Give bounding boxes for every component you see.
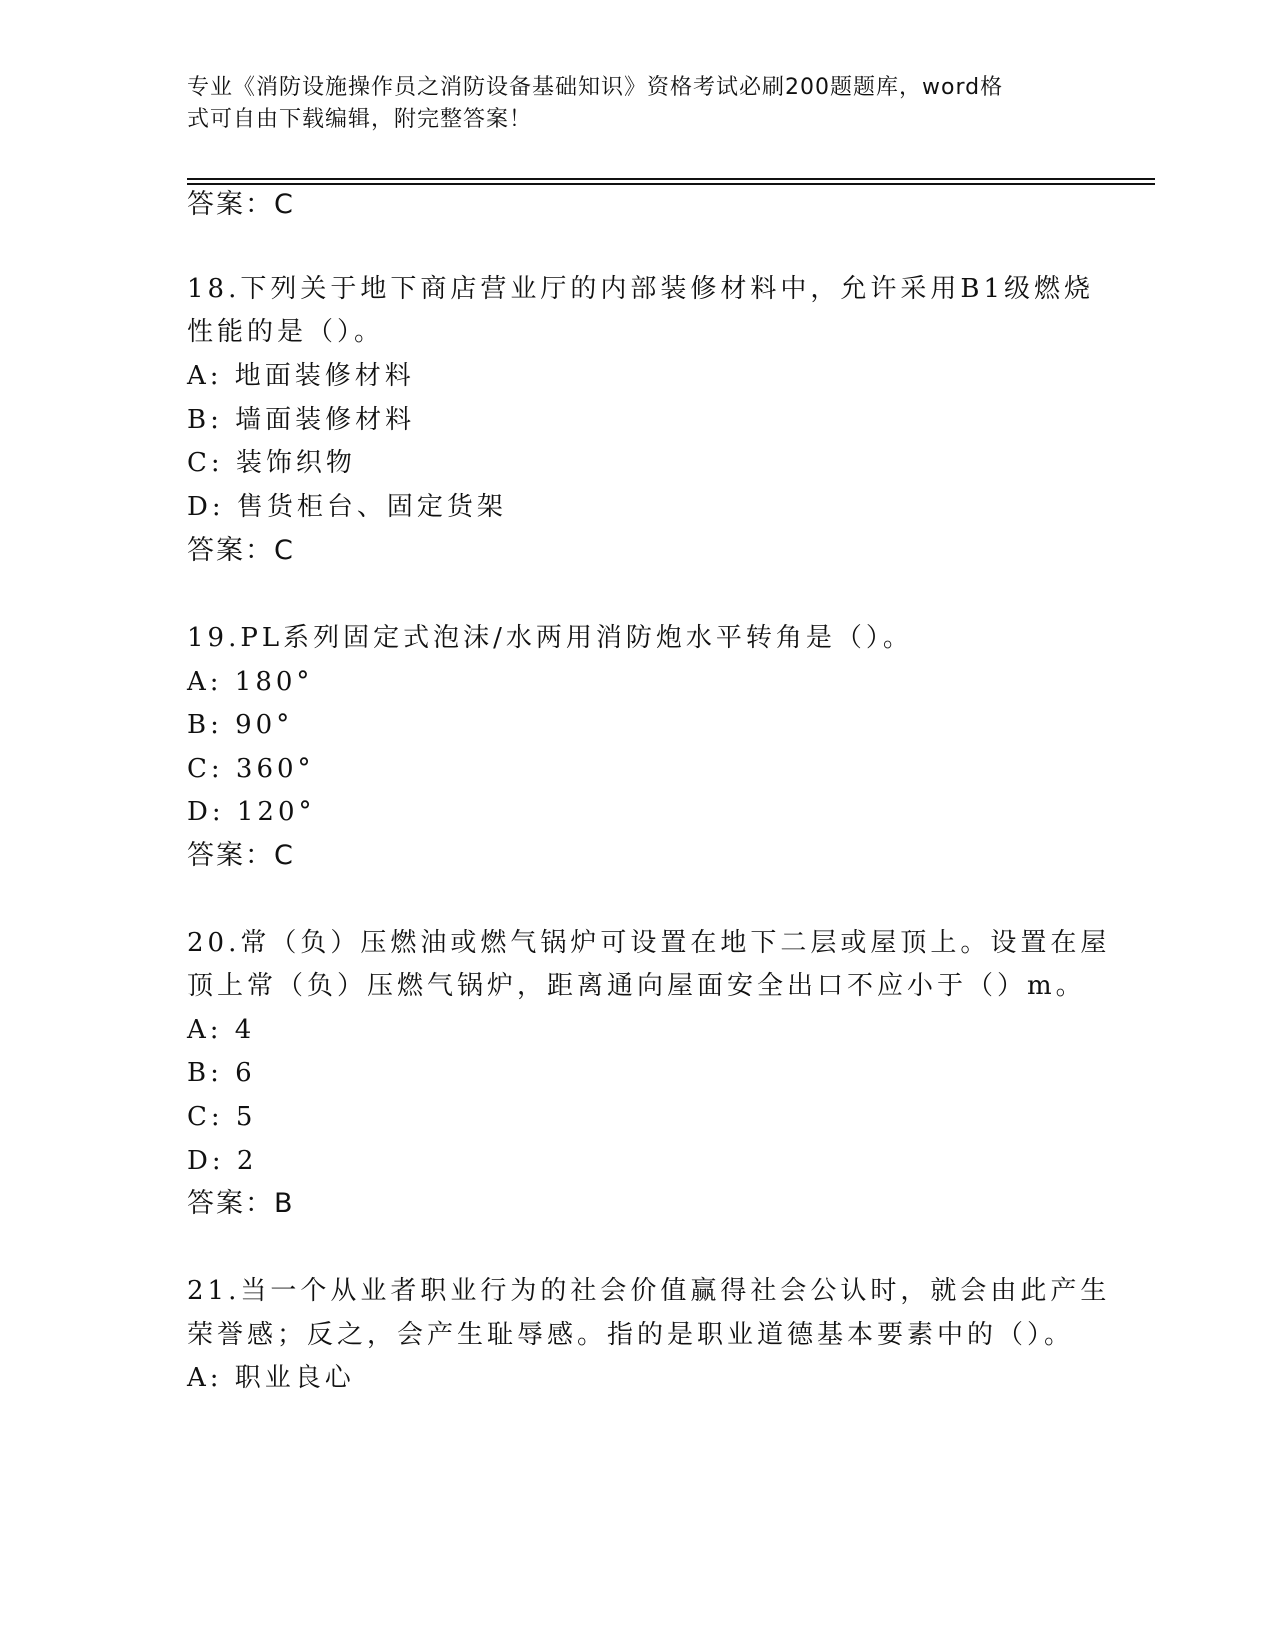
question-18-option-c: C: 装饰织物 — [187, 448, 356, 478]
question-18-line-1: 18.下列关于地下商店营业厅的内部装修材料中，允许采用B1级燃烧 — [187, 274, 1094, 304]
question-18-option-d: D: 售货柜台、固定货架 — [187, 492, 507, 522]
question-20-line-2: 顶上常（负）压燃气锅炉，距离通向屋面安全出口不应小于（）m。 — [187, 971, 1086, 1001]
question-19-option-d: D: 120° — [187, 797, 316, 827]
question-18-option-b: B: 墙面装修材料 — [187, 405, 416, 435]
question-19-line-1: 19.PL系列固定式泡沫/水两用消防炮水平转角是（）。 — [187, 623, 913, 653]
answer-q18: 答案：C — [187, 535, 295, 566]
question-20-option-b: B: 6 — [187, 1058, 256, 1088]
header-line-1: 专业《消防设施操作员之消防设备基础知识》资格考试必刷200题题库，word格 — [187, 75, 1004, 100]
answer-q19: 答案：C — [187, 840, 295, 871]
answer-q17: 答案：C — [187, 189, 295, 220]
question-18-option-a: A: 地面装修材料 — [187, 361, 415, 391]
question-21-option-a: A: 职业良心 — [187, 1363, 355, 1393]
header-divider-top — [187, 178, 1155, 180]
question-20-option-a: A: 4 — [187, 1015, 256, 1045]
document-header — [187, 72, 1087, 136]
question-21-line-2: 荣誉感；反之，会产生耻辱感。指的是职业道德基本要素中的（）。 — [187, 1320, 1075, 1350]
header-divider-bottom — [187, 183, 1155, 185]
question-18-line-2: 性能的是（）。 — [187, 317, 385, 347]
question-19-option-c: C: 360° — [187, 754, 315, 784]
question-20-option-c: C: 5 — [187, 1102, 257, 1132]
question-21-line-1: 21.当一个从业者职业行为的社会价值赢得社会公认时，就会由此产生 — [187, 1276, 1111, 1306]
question-19-option-b: B: 90° — [187, 710, 294, 740]
answer-q20: 答案：B — [187, 1188, 295, 1219]
header-line-2: 式可自由下载编辑，附完整答案！ — [187, 107, 533, 132]
question-20-option-d: D: 2 — [187, 1146, 258, 1176]
question-20-line-1: 20.常（负）压燃油或燃气锅炉可设置在地下二层或屋顶上。设置在屋 — [187, 928, 1111, 958]
question-19-option-a: A: 180° — [187, 667, 314, 697]
